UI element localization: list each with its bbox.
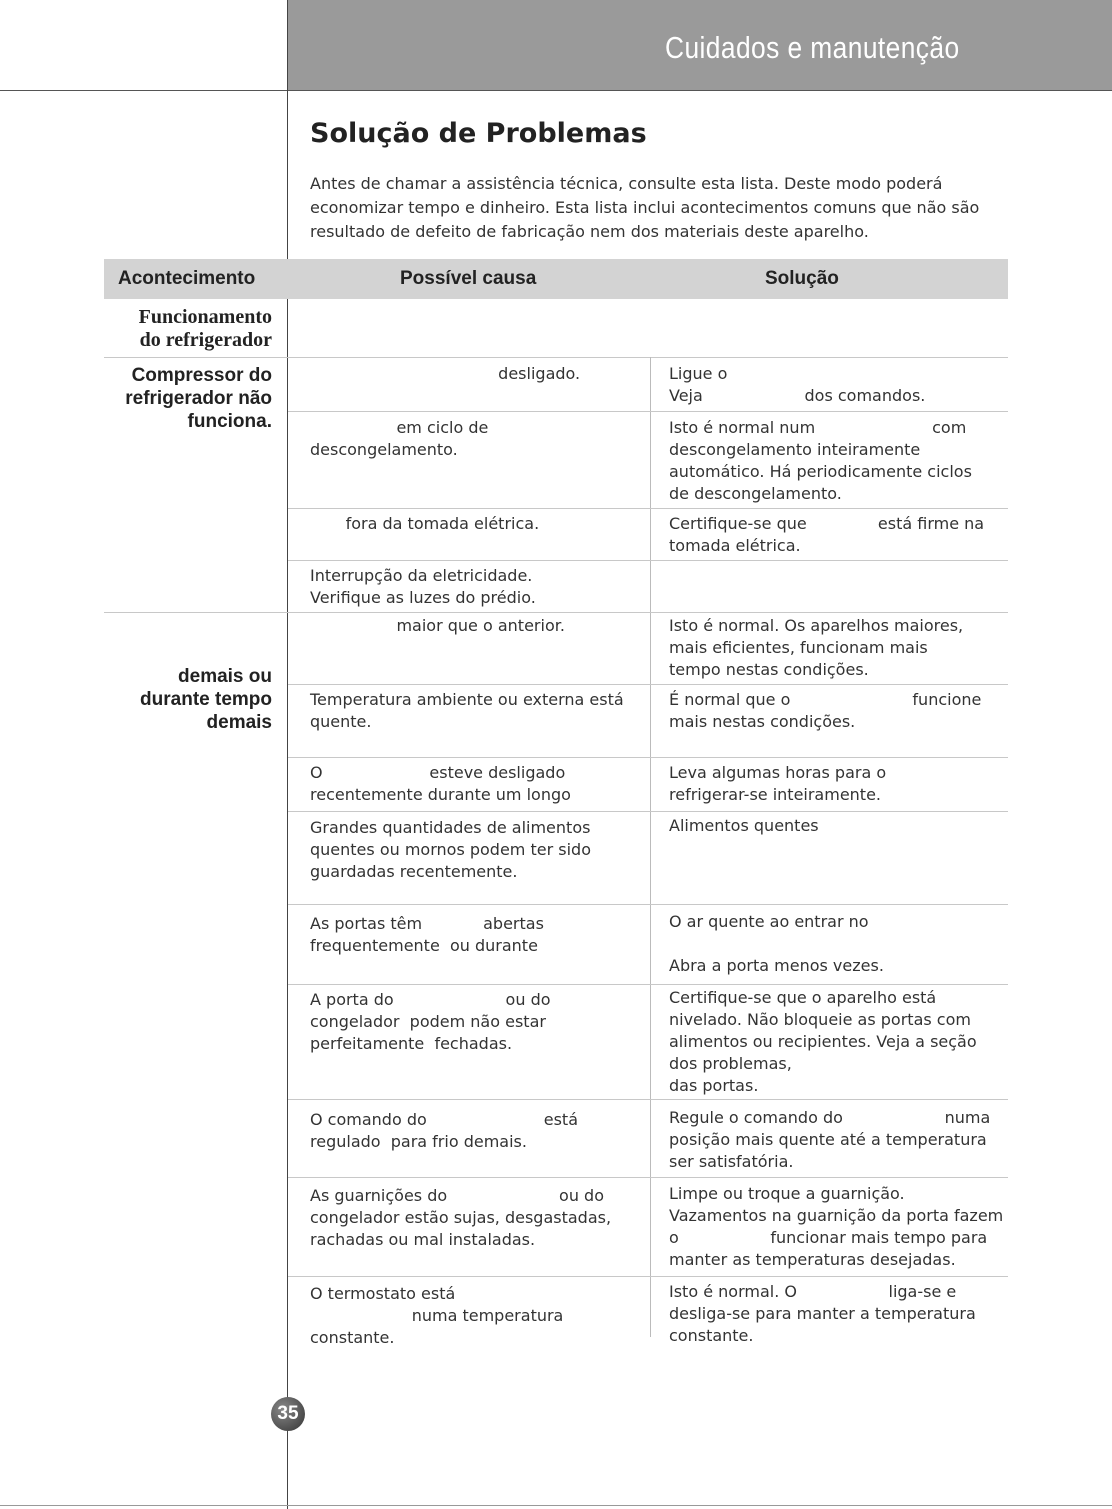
cause-cell xyxy=(310,417,488,461)
cause-cell xyxy=(310,913,544,957)
solution-line: de descongelamento. xyxy=(669,484,842,503)
solution-line: Abra a porta menos vezes. xyxy=(669,956,884,975)
cause-cell xyxy=(310,565,536,609)
cause-line: O termostato está xyxy=(310,1284,456,1303)
solution-line: ser satisfatória. xyxy=(669,1152,794,1171)
solution-cell xyxy=(669,987,977,1097)
cause-line: descongelamento. xyxy=(310,440,458,459)
solution-cell xyxy=(669,689,981,733)
solution-line: mais eficientes, funcionam mais xyxy=(669,638,928,657)
solution-line: automático. Há periodicamente ciclos xyxy=(669,462,972,481)
row-divider xyxy=(288,508,1008,509)
cause-line: guardadas recentemente. xyxy=(310,862,518,881)
event-line: refrigerador não xyxy=(125,388,272,409)
cause-cell xyxy=(310,689,624,733)
category-label xyxy=(139,306,272,352)
page-number-badge: 35 xyxy=(271,1397,305,1431)
solution-line: É normal que o funcione xyxy=(669,690,982,709)
solution-line: alimentos ou recipientes. Veja a seção xyxy=(669,1032,977,1051)
solution-line: dos problemas, xyxy=(669,1054,792,1073)
solution-cell xyxy=(669,815,819,837)
cause-cell xyxy=(310,363,580,385)
solution-line: Certifique-se que está firme na xyxy=(669,514,985,533)
table-header xyxy=(104,259,1008,299)
cause-line: O esteve desligado xyxy=(310,763,566,782)
solution-line: das portas. xyxy=(669,1076,759,1095)
cause-cell xyxy=(310,1283,563,1349)
row-divider xyxy=(288,811,1008,812)
solution-cell xyxy=(669,911,884,977)
margin-rule xyxy=(287,0,288,1509)
solution-line: Isto é normal num com xyxy=(669,418,967,437)
solution-line: manter as temperaturas desejadas. xyxy=(669,1250,956,1269)
event-line: funciona. xyxy=(187,411,272,432)
row-divider xyxy=(288,612,1008,613)
cause-cell xyxy=(310,762,571,806)
solution-cell xyxy=(669,1281,976,1347)
event-compressor xyxy=(125,364,272,433)
cause-line: O comando do está xyxy=(310,1110,579,1129)
solution-line: mais nestas condições. xyxy=(669,712,856,731)
category-line: do refrigerador xyxy=(139,329,272,351)
event-line: demais ou xyxy=(178,666,272,687)
column-header-event: Acontecimento xyxy=(118,268,256,289)
page-title: Solução de Problemas xyxy=(310,118,647,149)
event-runs-too-long xyxy=(140,665,272,734)
solution-line: posição mais quente até a temperatura xyxy=(669,1130,987,1149)
solution-line: desliga-se para manter a temperatura xyxy=(669,1304,976,1323)
row-divider xyxy=(288,411,1008,412)
cause-cell xyxy=(310,513,539,535)
bottom-rule xyxy=(0,1505,1112,1506)
cause-line: constante. xyxy=(310,1328,395,1347)
cause-line: As portas têm abertas xyxy=(310,914,544,933)
cause-line: Interrupção da eletricidade. xyxy=(310,566,533,585)
column-header-cause: Possível causa xyxy=(400,268,537,289)
row-divider xyxy=(288,904,1008,905)
cause-line: recentemente durante um longo xyxy=(310,785,571,804)
solution-cell xyxy=(669,762,886,806)
solution-line: Isto é normal. Os aparelhos maiores, xyxy=(669,616,964,635)
row-divider xyxy=(288,560,1008,561)
solution-line: Veja dos comandos. xyxy=(669,386,926,405)
cause-line: regulado para frio demais. xyxy=(310,1132,527,1151)
cause-line: quente. xyxy=(310,712,372,731)
cause-line: frequentemente ou durante xyxy=(310,936,538,955)
event-divider xyxy=(104,612,288,613)
cause-line: Grandes quantidades de alimentos xyxy=(310,818,591,837)
cause-cell xyxy=(310,817,591,883)
cause-line: As guarnições do ou do xyxy=(310,1186,604,1205)
cause-line: A porta do ou do xyxy=(310,990,551,1009)
solution-line: tempo nestas condições. xyxy=(669,660,869,679)
cause-line: maior que o anterior. xyxy=(310,616,565,635)
cause-line: numa temperatura xyxy=(310,1306,564,1325)
row-divider xyxy=(288,984,1008,985)
solution-line: Regule o comando do numa xyxy=(669,1108,991,1127)
solution-cell xyxy=(669,513,984,557)
solution-cell xyxy=(669,417,972,505)
solution-line: O ar quente ao entrar no xyxy=(669,912,869,931)
solution-line xyxy=(669,933,884,955)
solution-line: refrigerar-se inteiramente. xyxy=(669,785,882,804)
cause-line: congelador podem não estar xyxy=(310,1012,546,1031)
cause-cell xyxy=(310,1109,578,1153)
category-line: Funcionamento xyxy=(138,306,272,328)
solution-line: Leva algumas horas para o xyxy=(669,763,887,782)
cause-cell xyxy=(310,989,551,1055)
row-divider xyxy=(288,684,1008,685)
row-divider xyxy=(104,357,1008,358)
event-line: Compressor do xyxy=(131,365,272,386)
cause-line: congelador estão sujas, desgastadas, xyxy=(310,1208,612,1227)
solution-line: Alimentos quentes xyxy=(669,816,819,835)
column-divider xyxy=(650,357,651,1337)
solution-line: Isto é normal. O liga-se e xyxy=(669,1282,957,1301)
solution-line: Certifique-se que o aparelho está xyxy=(669,988,937,1007)
intro-paragraph: Antes de chamar a assistência técnica, consulte esta lista. Deste modo poderá economizar tempo e dinheiro. Esta lista inclui acontecimentos comuns que não são resultado de defeito de fabricação nem dos materiais deste aparelho. xyxy=(310,174,980,241)
solution-line: Vazamentos na guarnição da porta fazem xyxy=(669,1206,1004,1225)
solution-line: nivelado. Não bloqueie as portas com xyxy=(669,1010,971,1029)
solution-line: o funcionar mais tempo para xyxy=(669,1228,988,1247)
solution-line: tomada elétrica. xyxy=(669,536,801,555)
solution-cell xyxy=(669,1107,990,1173)
cause-cell xyxy=(310,615,565,637)
cause-line: fora da tomada elétrica. xyxy=(310,514,540,533)
column-header-solution: Solução xyxy=(765,268,839,289)
cause-line: rachadas ou mal instaladas. xyxy=(310,1230,536,1249)
section-title: Cuidados e manutenção xyxy=(665,30,960,65)
solution-cell xyxy=(669,363,925,407)
row-divider xyxy=(288,1177,1008,1178)
row-divider xyxy=(288,1099,1008,1100)
solution-cell xyxy=(669,615,963,681)
row-divider xyxy=(288,757,1008,758)
solution-line: constante. xyxy=(669,1326,754,1345)
cause-line: Verifique as luzes do prédio. xyxy=(310,588,536,607)
event-line: durante tempo xyxy=(140,689,272,710)
solution-line: Limpe ou troque a guarnição. xyxy=(669,1184,905,1203)
cause-line: em ciclo de xyxy=(310,418,489,437)
row-divider xyxy=(288,1276,1008,1277)
solution-line: Ligue o xyxy=(669,364,728,383)
cause-cell xyxy=(310,1185,611,1251)
header-divider xyxy=(0,90,1112,91)
solution-line: descongelamento inteiramente xyxy=(669,440,921,459)
cause-line: quentes ou mornos podem ter sido xyxy=(310,840,591,859)
cause-line: desligado. xyxy=(310,364,581,383)
cause-line: Temperatura ambiente ou externa está xyxy=(310,690,624,709)
cause-line: perfeitamente fechadas. xyxy=(310,1034,513,1053)
event-line: demais xyxy=(206,712,272,733)
solution-cell xyxy=(669,1183,1003,1271)
